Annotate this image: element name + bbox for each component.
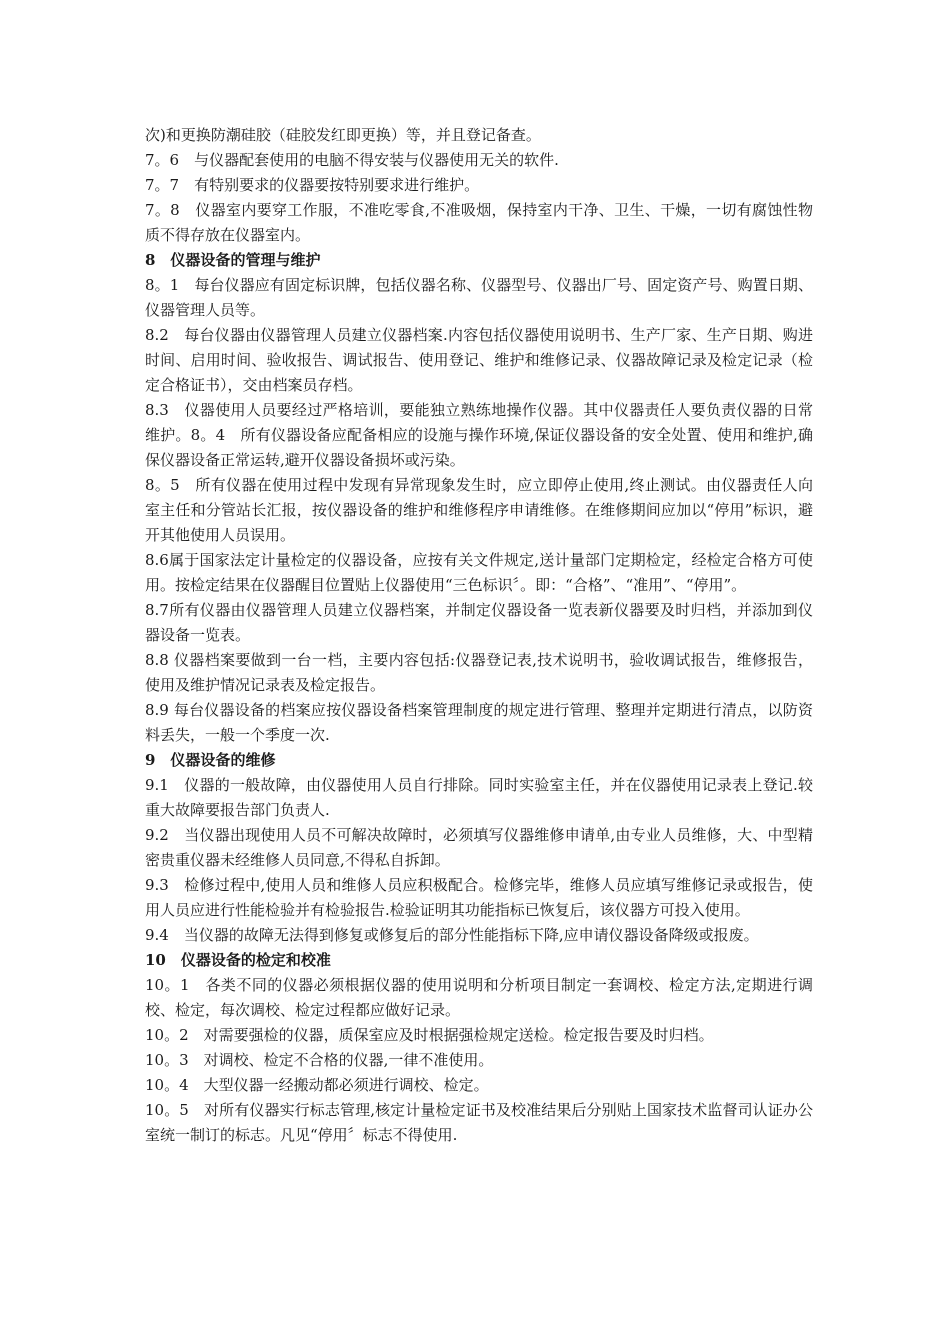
paragraph: 8.7所有仪器由仪器管理人员建立仪器档案，并制定仪器设备一览表新仪器要及时归档，并添加到仪器设备一览表。	[145, 601, 813, 644]
paragraph: 9.1 仪器的一般故障，由仪器使用人员自行排除。同时实验室主任，并在仪器使用记录表上登记.较重大故障要报告部门负责人.	[145, 776, 813, 819]
paragraph: 8.3 仪器使用人员要经过严格培训，要能独立熟练地操作仪器。其中仪器责任人要负责仪器的日常维护。8。4 所有仪器设备应配备相应的设施与操作环境,保证仪器设备的安全处置、使用和维护,确保仪器设备正常运转,避开仪器设备损坏或污染。	[145, 401, 813, 469]
document-page	[145, 123, 813, 1148]
paragraph: 10。1 各类不同的仪器必须根据仪器的使用说明和分析项目制定一套调校、检定方法,定期进行调校、检定，每次调校、检定过程都应做好记录。	[145, 976, 813, 1019]
paragraph: 10。3 对调校、检定不合格的仪器,一律不准使用。	[145, 1051, 494, 1069]
paragraph: 7。8 仪器室内要穿工作服，不准吃零食,不准吸烟，保持室内干净、卫生、干燥，一切有腐蚀性物质不得存放在仪器室内。	[145, 201, 813, 244]
paragraph: 次)和更换防潮硅胶（硅胶发红即更换）等，并且登记备查。	[145, 126, 541, 144]
paragraph: 7。7 有特别要求的仪器要按特别要求进行维护。	[145, 176, 480, 194]
paragraph: 9.4 当仪器的故障无法得到修复或修复后的部分性能指标下降,应申请仪器设备降级或报废。	[145, 926, 759, 944]
paragraph: 10。4 大型仪器一经搬动都必须进行调校、检定。	[145, 1076, 489, 1094]
section-heading: 9 仪器设备的维修	[145, 751, 276, 769]
paragraph: 10。2 对需要强检的仪器，质保室应及时根据强检规定送检。检定报告要及时归档。	[145, 1026, 714, 1044]
section-heading: 8 仪器设备的管理与维护	[145, 251, 321, 269]
paragraph: 8。1 每台仪器应有固定标识牌，包括仪器名称、仪器型号、仪器出厂号、固定资产号、购置日期、仪器管理人员等。	[145, 276, 813, 319]
paragraph: 7。6 与仪器配套使用的电脑不得安装与仪器使用无关的软件.	[145, 151, 559, 169]
paragraph: 8.9 每台仪器设备的档案应按仪器设备档案管理制度的规定进行管理、整理并定期进行清点，以防资料丢失，一般一个季度一次.	[145, 701, 813, 744]
paragraph: 8.6属于国家法定计量检定的仪器设备，应按有关文件规定,送计量部门定期检定，经检定合格方可使用。按检定结果在仪器醒目位置贴上仪器使用“三色标识〞。即：“合格”、“准用”、“停用”。	[145, 551, 813, 594]
paragraph: 10。5 对所有仪器实行标志管理,核定计量检定证书及校准结果后分别贴上国家技术监督司认证办公室统一制订的标志。凡见“停用〞标志不得使用.	[145, 1101, 813, 1144]
paragraph: 8.2 每台仪器由仪器管理人员建立仪器档案.内容包括仪器使用说明书、生产厂家、生产日期、购进时间、启用时间、验收报告、调试报告、使用登记、维护和维修记录、仪器故障记录及检定记录（检定合格证书），交由档案员存档。	[145, 326, 813, 394]
paragraph: 9.2 当仪器出现使用人员不可解决故障时，必须填写仪器维修申请单,由专业人员维修，大、中型精密贵重仪器未经维修人员同意,不得私自拆卸。	[145, 826, 813, 869]
paragraph: 8.8 仪器档案要做到一台一档，主要内容包括:仪器登记表,技术说明书，验收调试报告，维修报告，使用及维护情况记录表及检定报告。	[145, 651, 813, 694]
section-heading: 10 仪器设备的检定和校准	[145, 951, 331, 969]
paragraph: 9.3 检修过程中,使用人员和维修人员应积极配合。检修完毕，维修人员应填写维修记录或报告，使用人员应进行性能检验并有检验报告.检验证明其功能指标已恢复后，该仪器方可投入使用。	[145, 876, 813, 919]
paragraph: 8。5 所有仪器在使用过程中发现有异常现象发生时，应立即停止使用,终止测试。由仪器责任人向室主任和分管站长汇报，按仪器设备的维护和维修程序申请维修。在维修期间应加以“停用”标识，避开其他使用人员误用。	[145, 476, 813, 544]
